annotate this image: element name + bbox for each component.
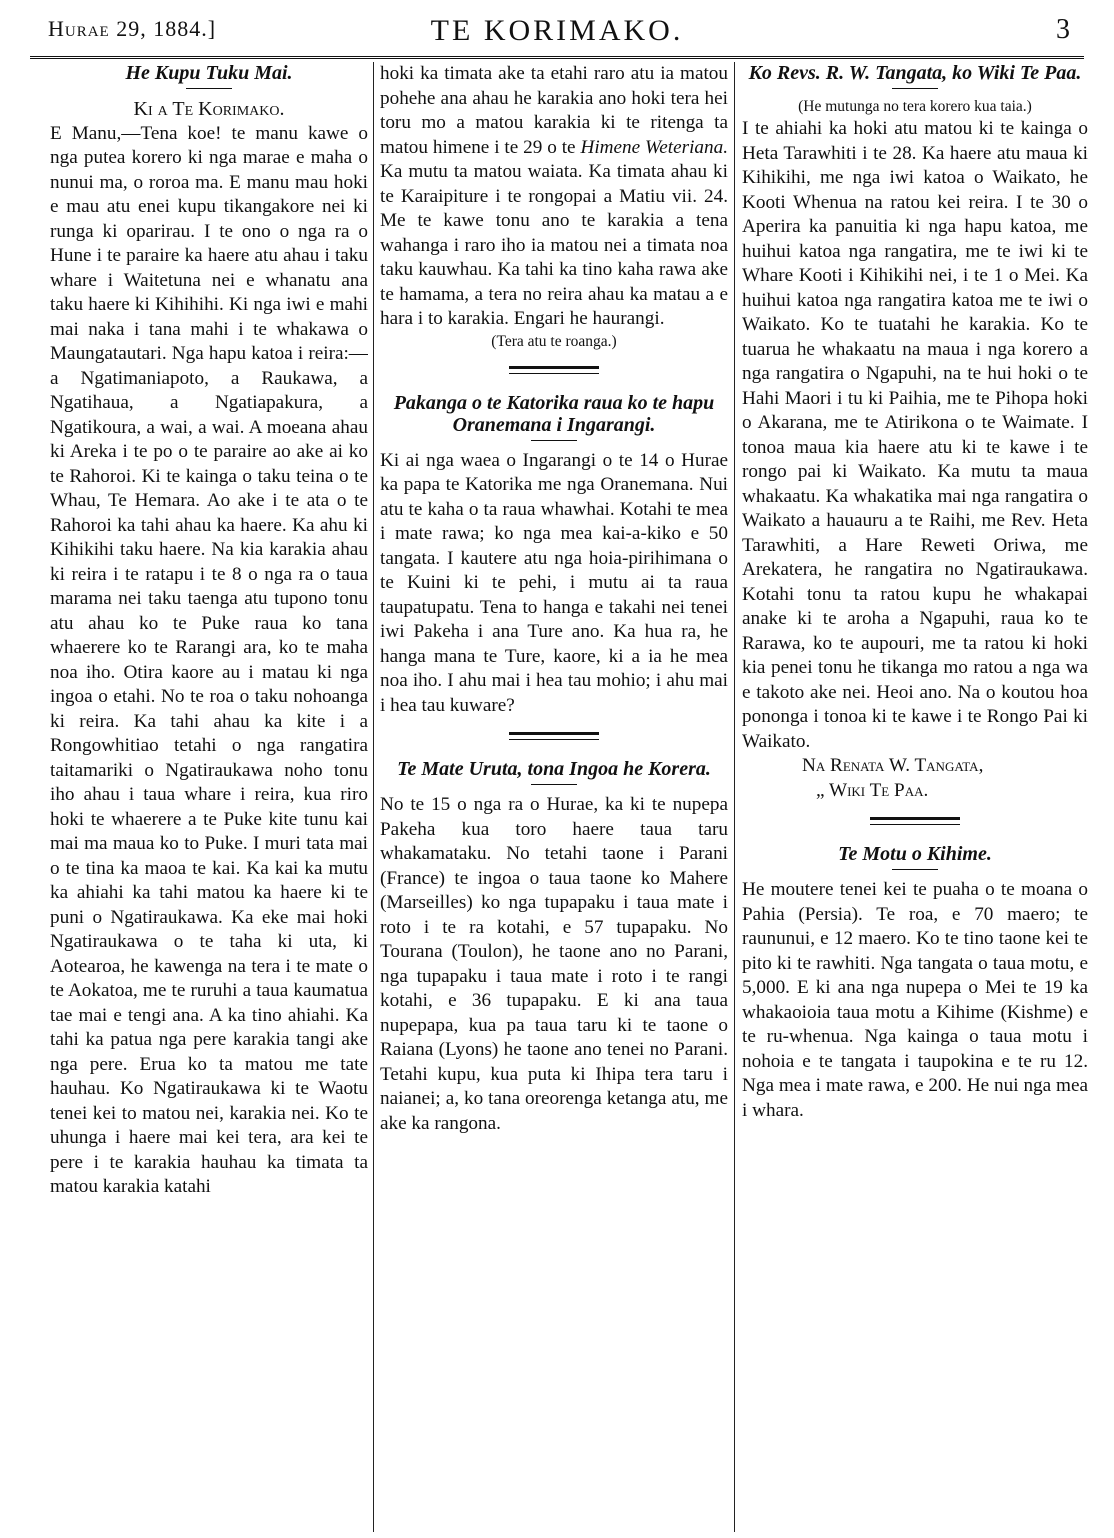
letter-address: Ki a Te Korimako. (133, 98, 285, 120)
column-2 (380, 62, 728, 1532)
column-divider (734, 62, 735, 1532)
short-rule (531, 440, 577, 441)
article-body: E Manu,—Tena koe! te manu kawe o nga putea korero ki nga marae e maha o nunui ma, o roroa ma. E manu mau hoki e mau atu enei kupu tikangakore nei ki runga ki oparirau. I te ono o nga ra o Hune i te paraire ka haere atu ahau i taku whare i Waitetuna nei e whanatu ana taku haere ki Kihihihi. Ki nga iwi e mahi mai naka i tana mahi i te whakawa o Maungatautari. Nga hapu katoa i reira:—a Ngatimaniapoto, a Raukawa, a Ngatihaua, a Ngatiapakura, a Ngatikoura, a wai, a wai. A moeana ahau ki Areka i te po o te paraire ao ake ai ko te Rahoroi. Ki te kainga o taku teina o te Whau, Te Hemara. Ao ake i te ata o te Rahoroi ka tahi ahau ka haere. Ka ahu ki Kihikihi taku haere. Na kia karakia ahau ki reira i te ratapu i te 8 o nga ra o taua marama nei taku taenga atu tupono tonu atu ahau ko te Puke raua ko tana whaerere ko te Rarangi ara, ko te maha noa iho. Otira kaore au i matau ki nga ingoa o etahi. No te roa o taku nohoanga ki reira. Ka tahi ahau ka kite i a Rongowhitiao tetahi o nga rangatira taitamariki o Ngatiraukawa noho tonu iho ahau i taua whare i reira, kua riro hoki te whaerere a te Puke kite tunu kai mai ma maua ko to Puke. I muri tata mai o te tina ka maoa te kai. Ka kai ka mutu ka ahiahi ka tahi matou ka haere ki te puni o Ngatiraukawa. Ka eke mai hoki Ngatiraukawa o te taha ki uta, ki Aotearoa, he kawenga na tera i te mate o te Aokatoa, me te ruruhi a taua kaumatua tae mai e tengi ana. A ka tino ahiahi. Ka tahi ka patua nga pere karakia tangi ake nga pere. Erua ko ta matou me tate hauhau. Ko Ngatiraukawa ki te Waotu tenei kei to matou nei, karakia nei. Ko te uhunga i haere mai kei tera, ara kei te pere i te karakia hauhau ka timata ta matou karakia katahi (50, 122, 368, 1197)
signature: Na Renata W. Tangata, (802, 755, 984, 776)
short-rule (186, 88, 232, 89)
article-body: No te 15 o nga ra o Hurae, ka ki te nupepa Pakeha kua toro haere taua taru whakamataku. No tetahi taone i Parani (France) te ingoa o taua taone ko Mahere (Marseilles) ko nga tupapaku i taua mate i roto i te ra kotahi, e 57 tupapaku. No Tourana (Toulon), he taone ano no Parani, nga tupapaku i taua mate i roto i te rangi kotahi, e 36 tupapaku. E ki ana taua nupepapa, kua pa taua taru ki te taone o Raiana (Lyons) he taone ano tenei no Parani. Tetahi kupu, kua puta ki Ihipa tera taru i naianei; a, ko tana oreorenga ketanga atu, me ake ka rangona. (380, 794, 728, 1134)
article-body: I te ahiahi ka hoki atu matou ki te kainga o Heta Tarawhiti i te 28. Ka haere atu maua ki Kihikihi, me nga iwi katoa o Waikato, he Kooti Whenua na ratou kei reira. I te 30 o Aperira ka panuitia ki nga hapu katoa, me huihui katoa nga rangatira, me te iwi ki te Whare Kooti i Kihikihi nei, i te 1 o Mei. Ka huihui katoa nga rangatira katoa me te iwi o Waikato. Ko te tuatahi he karakia. Ko te tuarua he whakaatu na maua i nga korero a nga rangatira o Ngapuhi, na te hui hoki o te Hahi Maori i tu ki Paihia, me te Pihopa hoki o Akarana, me te Atirikona o te Waimate. I tonoa maua kia haere atu ki te kawe i te rongo pai ki Waikato. Ka mutu ta maua whakaatu. Ka whakatika mai nga rangatira o Waikato a hauauru a te Raihi, me Rev. Heta Tarawhiti, a Hare Reweti Oriwa, me Arekatera, he rangatira no Ngatiraukawa. Kotahi tonu ta ratou kupu he whakapai anake ki te aroha a Ngapuhi, raua ko te Rarawa, ko te aupouri, me ta ratou ki hoki kia penei tonu he tikanga mo ratou a nga wa e takoto ake nei. Heoi ano. Na o koutou hoa pononga i tonoa ki te kawe i te Rongo Pai ki Waikato. (742, 118, 1088, 752)
short-rule (531, 784, 577, 785)
article-body: Ki ai nga waea o Ingarangi o te 14 o Hurae ka papa te Katorika me nga Oranemana. Nui atu te kaha o ta raua whawhai. Kotahi te mea i mate rawa; ko nga mea kai-a-kiko e 50 tangata. I kautere atu nga hoia-pirihimana o te Kuini ki te pehi, i mutu ai ta raua taupatupatu. Tena to hanga e takahi nei tenei iwi Pakeha i ana Ture ano. Ka hua ra, he hanga mana te Ture, kaore, ki a ia he mea noa iho. I ahu mai i hea tau mohio; i ahu mai i hea tau kuware? (380, 449, 728, 716)
hymnbook-title: Himene Weteriana. (580, 136, 728, 158)
article-heading: Ko Revs. R. W. Tangata, ko Wiki Te Paa. (748, 62, 1082, 84)
article-body (380, 62, 728, 332)
continued-note: (He mutunga no tera korero kua taia.) (798, 98, 1032, 115)
page-number: 3 (1056, 14, 1070, 45)
short-rule (892, 88, 938, 89)
header-rule (30, 56, 1084, 59)
section-rule (509, 732, 599, 740)
article-heading: Te Motu o Kihime. (838, 843, 992, 865)
signature: „ Wiki Te Paa. (816, 779, 929, 801)
column-3 (742, 62, 1088, 1532)
masthead-title: TE KORIMAKO. (430, 14, 684, 47)
issue-date: Hurae 29, 1884.] (48, 16, 217, 41)
continued-note: (Tera atu te roanga.) (491, 332, 617, 350)
body-text: Ka mutu ta matou waiata. Ka timata ahau ki te Karaipiture i te rongopai a Matiu vii. 24. Me te kawe tonu ano te karakia a tena wahanga i raro iho ia matou nei a timata noa taku kauwhau. Ka tahi ka tino kaha rawa ake te hamama, a tera no reira ahau ka matau a e hara i to karakia. Engari he haurangi. (380, 161, 728, 329)
body-text: hoki ka timata ake ta etahi raro atu ia matou pohehe ana ahau he karakia ano hoki tera hei toru mo a matou karakia ki te ritenga ta matou himene i te 29 o te (380, 63, 728, 158)
article-body: He moutere tenei kei te puaha o te moana o Pahia (Persia). Te roa, e 70 maero; te raununui, e 12 maero. Ko te tino taone kei te pito ki te rawhiti. Nga tangata o taua motu, e 5,000. E ki ana nga nupepa o Mei te 19 ka whakaoioia taua motu a Kihime (Kishme) e te ru-whenua. Nga kainga o taua motu i nohoia e te tangata i taupokina e te ru 12. Nga mea i mate rawa, e 200. He nui nga mea i whara. (742, 879, 1088, 1121)
short-rule (892, 869, 938, 870)
section-rule (870, 817, 960, 825)
article-heading: He Kupu Tuku Mai. (125, 62, 293, 84)
page-header (0, 0, 1114, 56)
article-heading: Pakanga o te Katorika raua ko te hapu Oranemana i Ingarangi. (393, 391, 715, 436)
column-1 (50, 62, 368, 1532)
article-heading: Te Mate Uruta, tona Ingoa he Korera. (397, 758, 711, 780)
section-rule (509, 366, 599, 374)
column-divider (373, 62, 374, 1532)
